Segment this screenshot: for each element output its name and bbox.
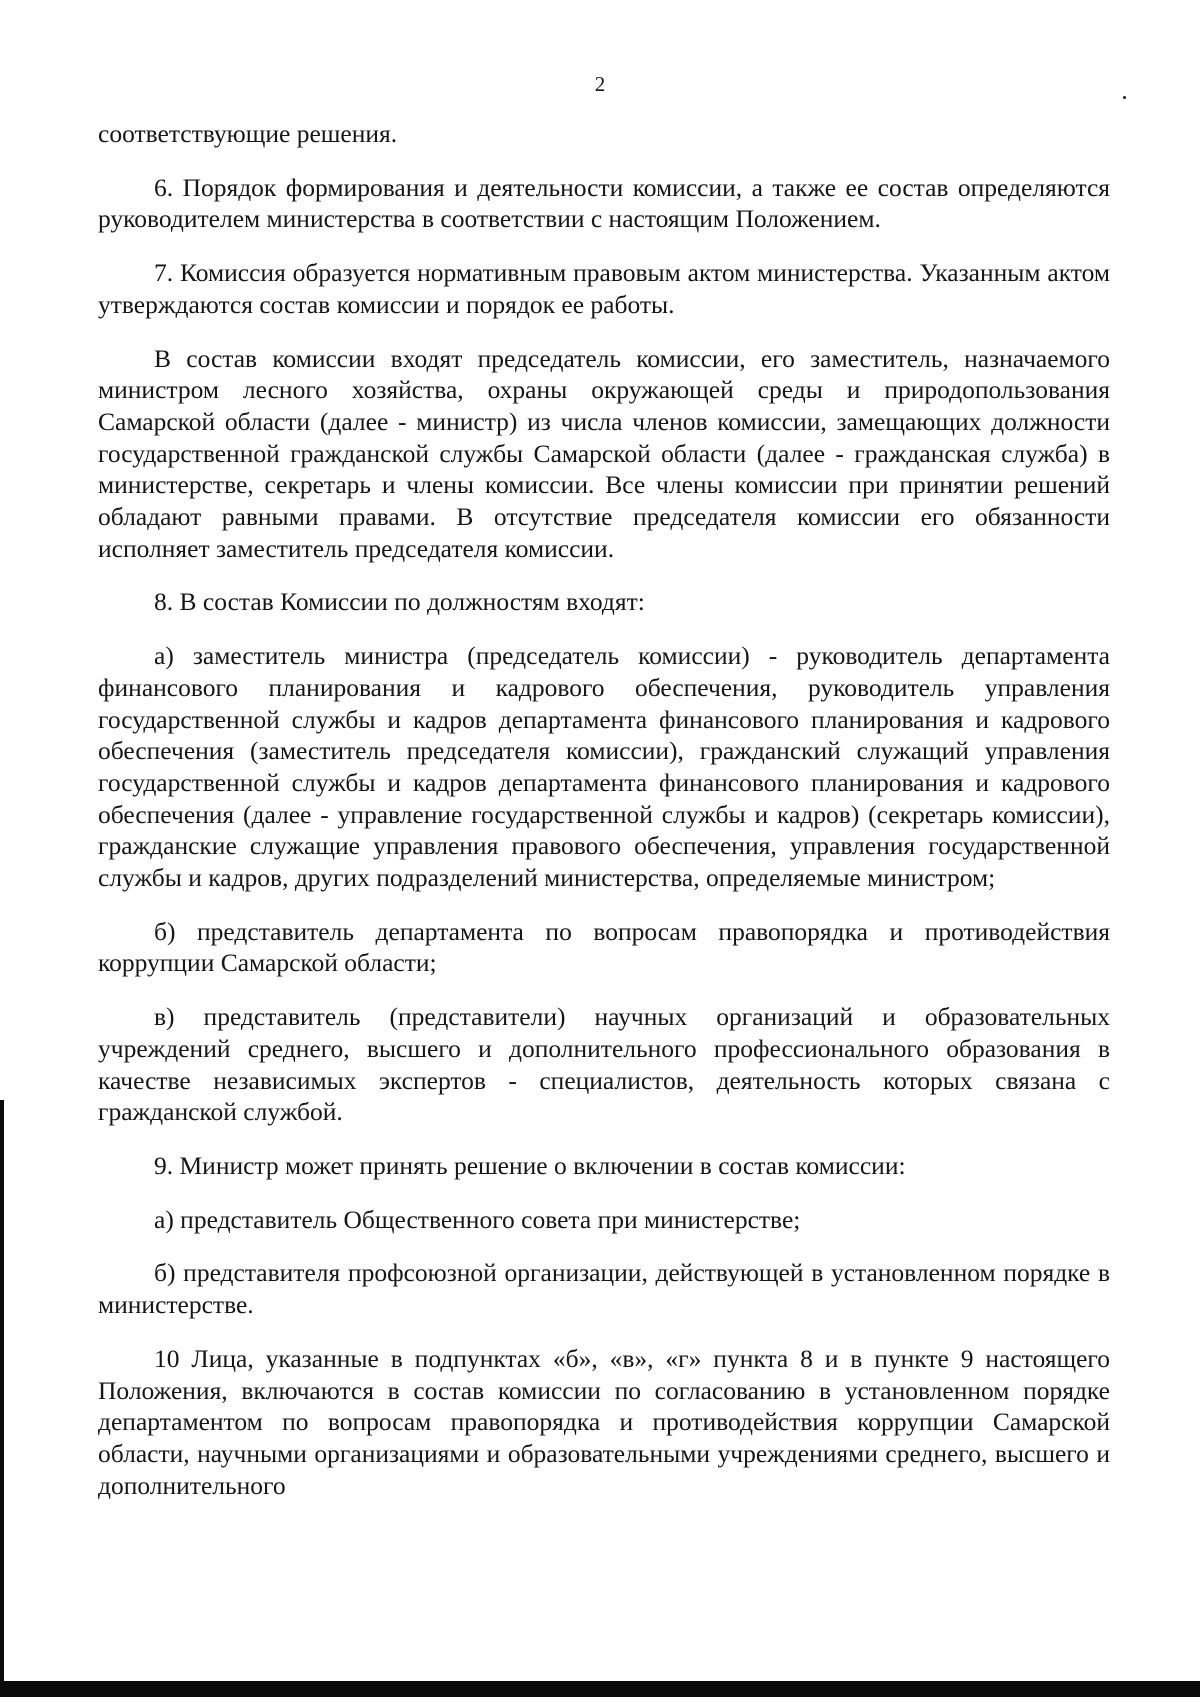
document-body xyxy=(98,118,1110,1523)
paragraph-continuation: соответствующие решения. xyxy=(98,119,398,148)
page-number: 2 xyxy=(594,72,606,96)
paragraph-item-8b: б) представитель департамента по вопросам правопорядка и противодействия коррупции Самарской области; xyxy=(98,916,1110,978)
paragraph-commission-composition: В состав комиссии входят председатель комиссии, его заместитель, назначаемого министром лесного хозяйства, охраны окружающей среды и природопользования Самарской области (далее - министр) из числа членов комиссии, замещающих должности государственной гражданской службы Самарской области (далее - гражданская служба) в министерстве, секретарь и члены комиссии. Все члены комиссии при принятии решений обладают равными правами. В отсутствие председателя комиссии его обязанности исполняет заместитель председателя комиссии. xyxy=(98,343,1110,563)
paragraph-item-6: 6. Порядок формирования и деятельности комиссии, а также ее состав определяются руководителем министерства в соответствии с настоящим Положением. xyxy=(98,172,1110,234)
paragraph-item-9: 9. Министр может принять решение о включении в состав комиссии: xyxy=(154,1150,906,1180)
paragraph-item-8a: а) заместитель министра (председатель комиссии) - руководитель департамента финансового планирования и кадрового обеспечения, руководитель управления государственной службы и кадров департамента финансового планирования и кадрового обеспечения (заместитель председателя комиссии), гражданский служащий управления государственной службы и кадров департамента финансового планирования и кадрового обеспечения (далее - управление государственной службы и кадров) (секретарь комиссии), гражданские служащие управления правового обеспечения, управления государственной службы и кадров, других подразделений министерства, определяемые министром; xyxy=(98,641,1110,893)
scan-bottom-bar xyxy=(0,1681,1200,1697)
paragraph-item-9b: б) представителя профсоюзной организации, действующей в установленном порядке в министерстве. xyxy=(98,1258,1110,1320)
paragraph-item-8: 8. В состав Комиссии по должностям входят: xyxy=(154,587,645,617)
paragraph-item-10: 10 Лица, указанные в подпунктах «б», «в», «г» пункта 8 и в пункте 9 настоящего Положения, включаются в состав комиссии по согласованию в установленном порядке департаментом по вопросам правопорядка и противодействия коррупции Самарской области, научными организациями и образовательными учреждениями среднего, высшего и дополнительного xyxy=(98,1343,1110,1500)
scan-left-edge xyxy=(0,1100,4,1697)
paragraph-item-8v: в) представитель (представители) научных организаций и образовательных учреждений среднего, высшего и дополнительного профессионального образования в качестве независимых экспертов - специалистов, деятельность которых связана с гражданской службой. xyxy=(98,1002,1110,1127)
scan-speck xyxy=(1123,96,1126,99)
paragraph-item-7: 7. Комиссия образуется нормативным правовым актом министерства. Указанным актом утверждаются состав комиссии и порядок ее работы. xyxy=(98,258,1110,319)
paragraph-item-9a: а) представитель Общественного совета при министерстве; xyxy=(154,1204,801,1234)
